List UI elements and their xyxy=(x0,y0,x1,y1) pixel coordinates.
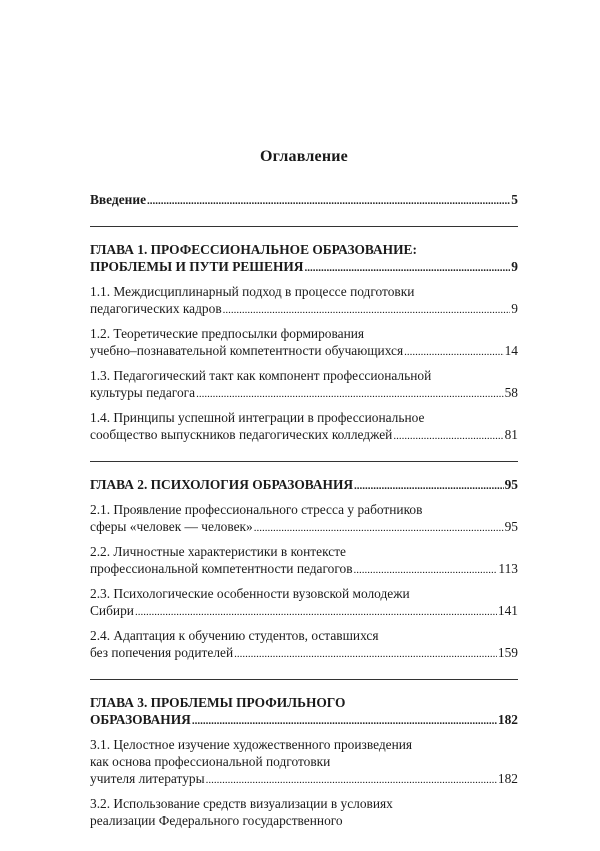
page-number: 95 xyxy=(504,519,518,534)
toc-entry-line: 2.2. Личностные характеристики в контексте xyxy=(90,544,346,559)
toc-entry-line: ГЛАВА 2. ПСИХОЛОГИЯ ОБРАЗОВАНИЯ xyxy=(90,477,354,492)
toc-body xyxy=(90,191,518,829)
toc-entry-section-1-1[interactable] xyxy=(90,283,518,319)
toc-entry-last-line xyxy=(90,518,518,537)
dot-leader xyxy=(393,428,503,445)
toc-entry-last-line xyxy=(90,560,518,579)
toc-entry-section-1-4[interactable] xyxy=(90,409,518,445)
toc-entry-line: реализации Федерального государственного xyxy=(90,813,343,828)
dot-leader xyxy=(304,260,510,277)
toc-entry-last-line xyxy=(90,384,518,403)
toc-entry-line: 3.1. Целостное изучение художественного произведения xyxy=(90,737,413,752)
toc-entry-last-line xyxy=(90,258,518,277)
dot-leader xyxy=(196,386,504,403)
dot-leader xyxy=(404,344,503,361)
page-number: 182 xyxy=(497,712,518,727)
toc-entry-section-3-1[interactable] xyxy=(90,736,518,789)
toc-entry-line: культуры педагога xyxy=(90,385,196,400)
toc-entry-last-line xyxy=(90,476,518,495)
dot-leader xyxy=(135,604,497,621)
toc-title: Оглавление xyxy=(260,148,348,165)
toc-entry-chapter-2[interactable] xyxy=(90,476,518,495)
toc-entry-last-line xyxy=(90,644,518,663)
dot-leader xyxy=(354,562,498,579)
dot-leader xyxy=(354,478,504,495)
toc-entry-line: 1.1. Междисциплинарный подход в процессе подготовки xyxy=(90,284,415,299)
section-divider xyxy=(90,226,518,227)
toc-entry-chapter-1[interactable] xyxy=(90,241,518,277)
toc-entry-last-line xyxy=(90,300,518,319)
toc-entry-line: ОБРАЗОВАНИЯ xyxy=(90,712,191,727)
page-number: 5 xyxy=(511,192,518,207)
table-of-contents xyxy=(90,148,518,829)
toc-entry-section-1-3[interactable] xyxy=(90,367,518,403)
toc-entry-line: 2.3. Психологические особенности вузовской молодежи xyxy=(90,586,410,601)
section-divider xyxy=(90,679,518,680)
toc-entry-last-line xyxy=(90,191,518,210)
toc-entry-line: без попечения родителей xyxy=(90,645,234,660)
toc-entry-section-2-2[interactable] xyxy=(90,543,518,579)
page-number: 58 xyxy=(504,385,518,400)
toc-entry-section-1-2[interactable] xyxy=(90,325,518,361)
toc-entry-last-line xyxy=(90,602,518,621)
toc-entry-line: сферы «человек — человек» xyxy=(90,519,253,534)
page-number: 9 xyxy=(511,259,518,274)
toc-entry-last-line xyxy=(90,426,518,445)
toc-entry-line: учебно–познавательной компетентности обучающихся xyxy=(90,343,404,358)
toc-entry-line: профессиональной компетентности педагогов xyxy=(90,561,353,576)
toc-entry-line: 1.3. Педагогический такт как компонент профессиональной xyxy=(90,368,432,383)
toc-entry-line: педагогических кадров xyxy=(90,301,222,316)
toc-entry-section-3-2[interactable] xyxy=(90,795,518,829)
toc-entry-last-line xyxy=(90,770,518,789)
toc-entry-line: 1.2. Теоретические предпосылки формирования xyxy=(90,326,365,341)
toc-entry-section-2-3[interactable] xyxy=(90,585,518,621)
toc-entry-last-line xyxy=(90,711,518,730)
toc-entry-line: Введение xyxy=(90,192,147,207)
toc-entry-line: 1.4. Принципы успешной интеграции в профессиональное xyxy=(90,410,425,425)
toc-entry-line: Сибири xyxy=(90,603,134,618)
toc-entry-line: ГЛАВА 3. ПРОБЛЕМЫ ПРОФИЛЬНОГО xyxy=(90,695,346,710)
toc-entry-line: 3.2. Использование средств визуализации в условиях xyxy=(90,796,393,811)
page-number: 14 xyxy=(504,343,518,358)
page-number: 95 xyxy=(504,477,518,492)
dot-leader xyxy=(234,646,497,663)
page-number: 159 xyxy=(497,645,518,660)
page-number: 141 xyxy=(497,603,518,618)
page-number: 81 xyxy=(504,427,518,442)
toc-entry-line: 2.4. Адаптация к обучению студентов, оставшихся xyxy=(90,628,379,643)
page-number: 182 xyxy=(497,771,518,786)
toc-entry-line: 2.1. Проявление профессионального стресса у работников xyxy=(90,502,423,517)
toc-entry-line: ПРОБЛЕМЫ И ПУТИ РЕШЕНИЯ xyxy=(90,259,304,274)
dot-leader xyxy=(192,713,497,730)
dot-leader xyxy=(223,302,511,319)
toc-entry-line: ГЛАВА 1. ПРОФЕССИОНАЛЬНОЕ ОБРАЗОВАНИЕ: xyxy=(90,242,417,257)
toc-entry-introduction[interactable] xyxy=(90,191,518,210)
toc-entry-section-2-4[interactable] xyxy=(90,627,518,663)
dot-leader xyxy=(206,772,497,789)
dot-leader xyxy=(147,193,510,210)
toc-entry-chapter-3[interactable] xyxy=(90,694,518,730)
dot-leader xyxy=(254,520,504,537)
section-divider xyxy=(90,461,518,462)
toc-entry-last-line xyxy=(90,342,518,361)
toc-entry-line: учителя литературы xyxy=(90,771,205,786)
toc-entry-section-2-1[interactable] xyxy=(90,501,518,537)
page-number: 9 xyxy=(511,301,518,316)
toc-entry-line: как основа профессиональной подготовки xyxy=(90,754,331,769)
page-number: 113 xyxy=(498,561,518,576)
toc-entry-line: сообщество выпускников педагогических колледжей xyxy=(90,427,393,442)
